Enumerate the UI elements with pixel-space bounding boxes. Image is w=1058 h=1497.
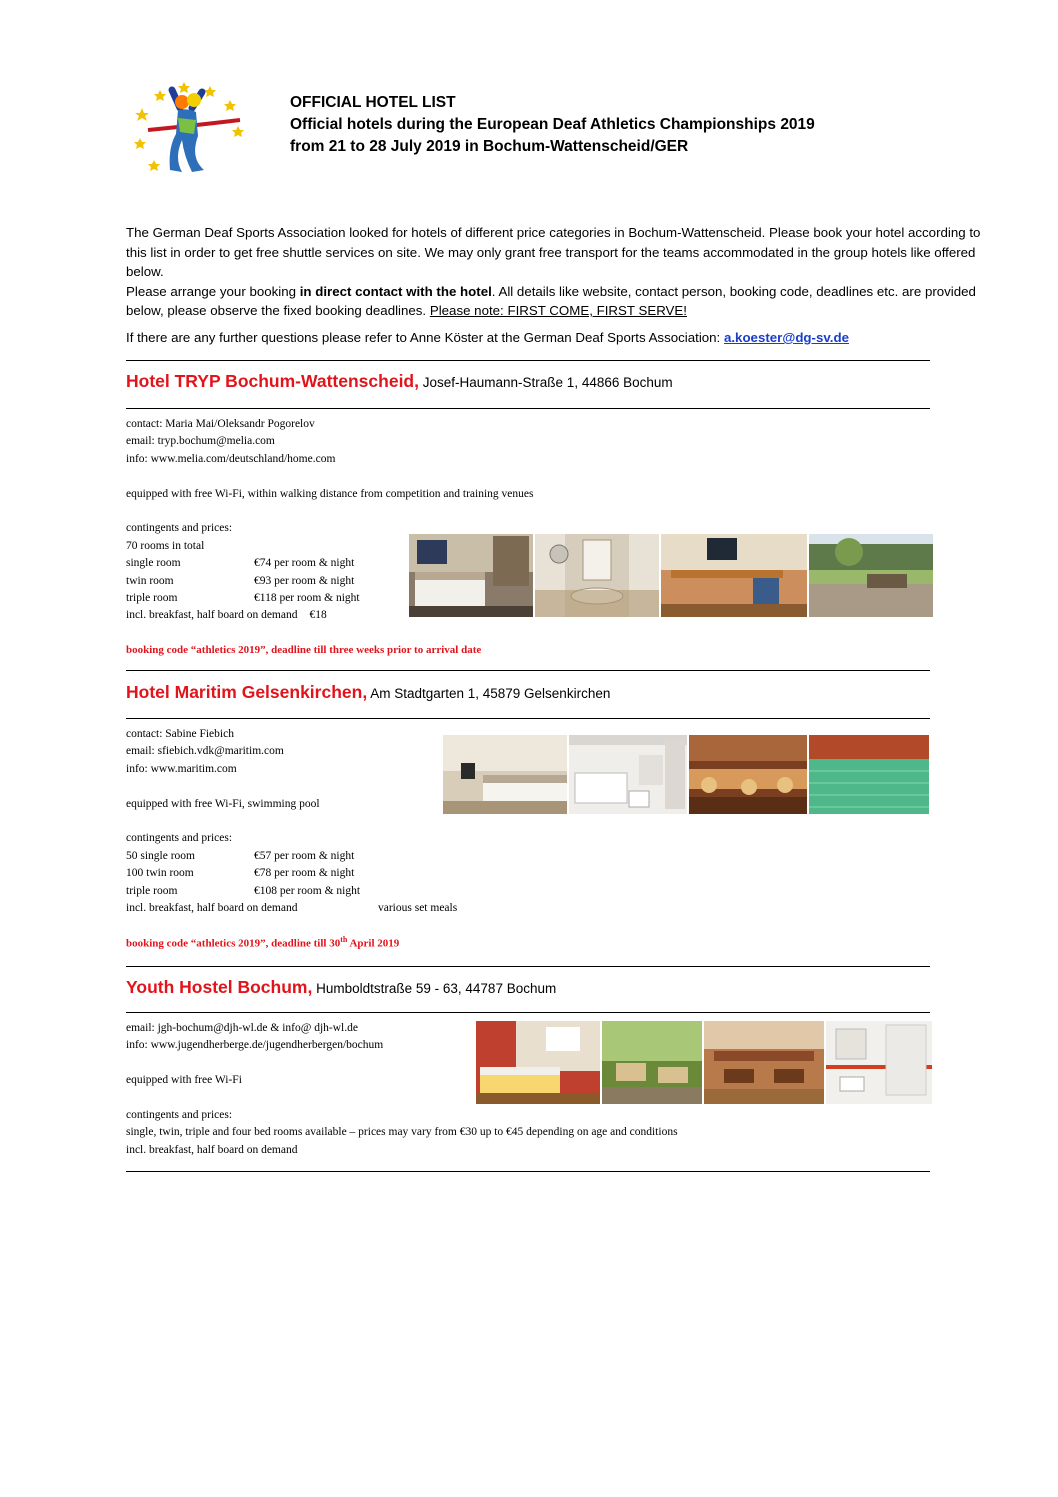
hotel-1-contact: contact: Maria Mai/Oleksandr Pogorelov — [126, 418, 315, 430]
divider — [126, 1171, 930, 1172]
room-type: 100 twin room — [126, 867, 194, 880]
intro-p2-middle: . All details like website, contact person, booking code, deadlines etc. are provided below, please observe the fixed booking deadlines. — [126, 283, 976, 318]
hotel-3-contingents-label: contingents and prices: — [126, 1109, 233, 1121]
divider — [126, 1012, 930, 1013]
document-title — [290, 92, 815, 158]
price-row — [126, 883, 457, 900]
room-type: 50 single room — [126, 849, 195, 862]
hotel-3-prices: single, twin, triple and four bed rooms available – prices may vary from €30 up to €45 depending on age and conditions — [126, 1126, 678, 1139]
booking-text-end: April 2019 — [347, 937, 400, 950]
hotel-1-total: 70 rooms in total — [126, 539, 205, 552]
room-price: €108 per room & night — [254, 884, 361, 897]
title-line-3: from 21 to 28 July 2019 in Bochum-Wattenscheid/GER — [290, 138, 689, 155]
hotel-2-name: Hotel Maritim Gelsenkirchen, — [126, 682, 368, 702]
hotel-photo — [443, 735, 567, 814]
hotel-2-contingents-label: contingents and prices: — [126, 832, 233, 845]
divider — [126, 670, 930, 671]
event-logo — [130, 78, 250, 178]
hotel-1-info: info: www.melia.com/deutschland/home.com — [126, 452, 336, 465]
divider — [126, 718, 930, 719]
hotel-3-equipped: equipped with free Wi-Fi — [126, 1074, 242, 1087]
first-come-note: Please note: FIRST COME, FIRST SERVE! — [429, 303, 687, 318]
hotel-photo — [704, 1021, 824, 1104]
contact-line — [126, 330, 849, 345]
hotel-1-equipped: equipped with free Wi-Fi, within walking distance from competition and training venues — [126, 487, 534, 500]
hotel-photo — [476, 1021, 600, 1104]
hotel-3-address: Humboldtstraße 59 - 63, 44787 Bochum — [312, 981, 557, 996]
hotel-photo — [826, 1021, 932, 1104]
hotel-1-photos — [409, 534, 933, 617]
hotel-photo — [809, 735, 929, 814]
room-price: €74 per room & night — [254, 557, 355, 570]
hotel-1-contingents-label: contingents and prices: — [126, 522, 233, 535]
booking-text: booking code “athletics 2019”, deadline till 30 — [126, 937, 341, 950]
hotel-2-info: info: www.maritim.com — [126, 762, 237, 775]
intro-text — [126, 223, 986, 321]
hotel-3-photos — [476, 1021, 932, 1104]
room-price: €93 per room & night — [254, 574, 355, 587]
hotel-photo — [569, 735, 687, 814]
hotel-2-details — [126, 726, 457, 917]
hotel-2-address: Am Stadtgarten 1, 45879 Gelsenkirchen — [367, 686, 611, 701]
booking-sup: th — [340, 935, 348, 944]
hotel-2-equipped: equipped with free Wi-Fi, swimming pool — [126, 797, 320, 810]
room-type: triple room — [126, 592, 178, 605]
hotel-3-breakfast: incl. breakfast, half board on demand — [126, 1143, 298, 1156]
breakfast-text: incl. breakfast, half board on demand — [126, 609, 298, 622]
hotel-photo — [689, 735, 807, 814]
hotel-2-contact: contact: Sabine Fiebich — [126, 728, 234, 740]
intro-p2-start: Please arrange your booking — [126, 283, 300, 299]
divider — [126, 966, 930, 967]
hotel-3-info: info: www.jugendherberge.de/jugendherbergen/bochum — [126, 1039, 384, 1052]
price-row — [126, 865, 457, 882]
hotel-1-booking-code: booking code “athletics 2019”, deadline till three weeks prior to arrival date — [126, 644, 482, 656]
hotel-photo — [602, 1021, 702, 1104]
hotel-1-heading — [126, 371, 673, 392]
hotel-2-breakfast — [126, 900, 457, 917]
breakfast-text: incl. breakfast, half board on demand — [126, 902, 298, 915]
hotel-2-heading — [126, 682, 610, 703]
room-price: €57 per room & night — [254, 849, 355, 862]
title-line-2: Official hotels during the European Deaf Athletics Championships 2019 — [290, 116, 815, 133]
hotel-photo — [535, 534, 659, 617]
divider — [126, 408, 930, 409]
hotel-photo — [661, 534, 807, 617]
intro-p2-bold: in direct contact with the hotel — [299, 283, 492, 299]
title-line-1: OFFICIAL HOTEL LIST — [290, 94, 456, 111]
hotel-3-email: email: jgh-bochum@djh-wl.de & info@ djh-wl.de — [126, 1022, 358, 1034]
room-type: triple room — [126, 884, 178, 897]
hotel-1-name: Hotel TRYP Bochum-Wattenscheid, — [126, 371, 419, 391]
intro-paragraph-2 — [126, 282, 986, 321]
room-price: €118 per room & night — [254, 592, 360, 605]
hotel-photo — [809, 534, 933, 617]
intro-paragraph-1: The German Deaf Sports Association looked for hotels of different price categories in Bochum-Wattenscheid. Please book your hotel according to this list in order to get free shuttle services on site. We may only grant free transport for the teams accommodated in the group hotels like offered below. — [126, 225, 981, 279]
hotel-2-email: email: sfiebich.vdk@maritim.com — [126, 745, 284, 758]
contact-line-text: If there are any further questions please refer to Anne Köster at the German Deaf Sports Association: — [126, 330, 724, 345]
hotel-1-email: email: tryp.bochum@melia.com — [126, 435, 275, 448]
breakfast-extra: various set meals — [378, 902, 458, 915]
hotel-1-address: Josef-Haumann-Straße 1, 44866 Bochum — [419, 375, 673, 390]
hotel-3-name: Youth Hostel Bochum, — [126, 977, 313, 997]
hotel-2-photos — [443, 735, 929, 814]
hotel-2-booking-code — [126, 935, 399, 950]
room-price: €78 per room & night — [254, 867, 355, 880]
breakfast-extra: €18 — [309, 609, 327, 622]
hotel-3-heading — [126, 977, 556, 998]
divider — [126, 360, 930, 361]
room-type: single room — [126, 557, 181, 570]
price-row — [126, 848, 457, 865]
room-type: twin room — [126, 574, 174, 587]
hotel-photo — [409, 534, 533, 617]
contact-email-link[interactable]: a.koester@dg-sv.de — [723, 330, 850, 345]
